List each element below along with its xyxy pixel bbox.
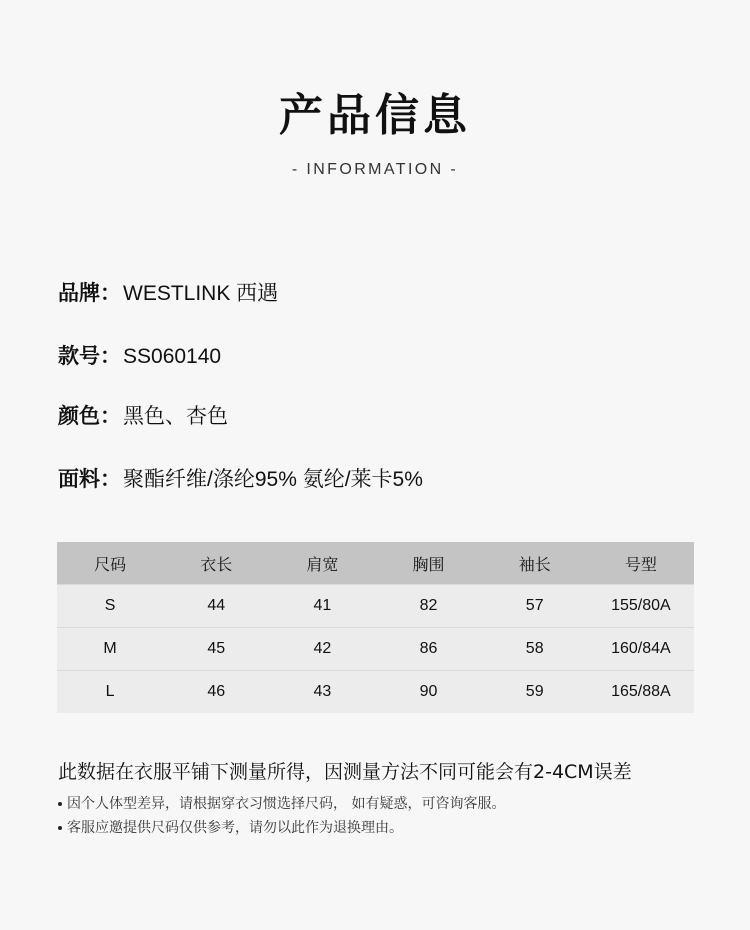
table-cell: 86 [375, 628, 481, 671]
info-row-fabric [58, 465, 423, 494]
table-cell: 59 [482, 671, 588, 714]
measurement-note: 此数据在衣服平铺下测量所得，因测量方法不同可能会有2-4CM误差 [58, 761, 632, 783]
bullet-icon [58, 826, 62, 830]
page-subtitle: - INFORMATION - [291, 161, 459, 178]
column-header-fit: 号型 [588, 542, 694, 585]
table-cell: 82 [375, 585, 481, 628]
info-label-brand: 品牌： [58, 281, 121, 305]
info-row-color [58, 402, 228, 431]
column-header-sleeve: 袖长 [482, 542, 588, 585]
page-title: 产品信息 [279, 90, 471, 141]
bullet-icon [58, 802, 62, 806]
info-value-color: 黑色、杏色 [123, 405, 228, 428]
table-cell: 57 [482, 585, 588, 628]
info-row-style-number [58, 342, 221, 371]
column-header-size: 尺码 [57, 542, 163, 585]
table-cell: 90 [375, 671, 481, 714]
table-row [57, 671, 694, 714]
note-item-text: 客服应邀提供尺码仅供参考，请勿以此作为退换理由。 [67, 820, 403, 836]
table-cell: 43 [269, 671, 375, 714]
info-label-style-number: 款号： [58, 344, 121, 368]
table-cell: 46 [163, 671, 269, 714]
table-cell: 44 [163, 585, 269, 628]
table-cell: 41 [269, 585, 375, 628]
table-row [57, 585, 694, 628]
note-item [58, 794, 505, 814]
column-header-shoulder: 肩宽 [269, 542, 375, 585]
column-header-chest: 胸围 [375, 542, 481, 585]
info-row-brand [58, 279, 278, 308]
table-cell: 155/80A [588, 585, 694, 628]
info-value-fabric: 聚酯纤维/涤纶95% 氨纶/莱卡5% [123, 468, 423, 491]
table-cell: 160/84A [588, 628, 694, 671]
table-cell: 58 [482, 628, 588, 671]
note-item-text: 因个人体型差异，请根据穿衣习惯选择尺码， 如有疑惑，可咨询客服。 [67, 796, 506, 812]
size-table-header-row [57, 542, 694, 585]
column-header-length: 衣长 [163, 542, 269, 585]
info-value-brand: WESTLINK 西遇 [123, 282, 279, 305]
table-cell: M [57, 628, 163, 671]
table-cell: L [57, 671, 163, 714]
info-label-color: 颜色： [58, 404, 121, 428]
table-cell: 42 [269, 628, 375, 671]
table-cell: 45 [163, 628, 269, 671]
size-table [57, 542, 694, 713]
table-row [57, 628, 694, 671]
note-item [58, 818, 403, 838]
table-cell: 165/88A [588, 671, 694, 714]
page-header [0, 86, 750, 180]
table-cell: S [57, 585, 163, 628]
info-label-fabric: 面料： [58, 467, 121, 491]
info-value-style-number: SS060140 [123, 345, 222, 368]
